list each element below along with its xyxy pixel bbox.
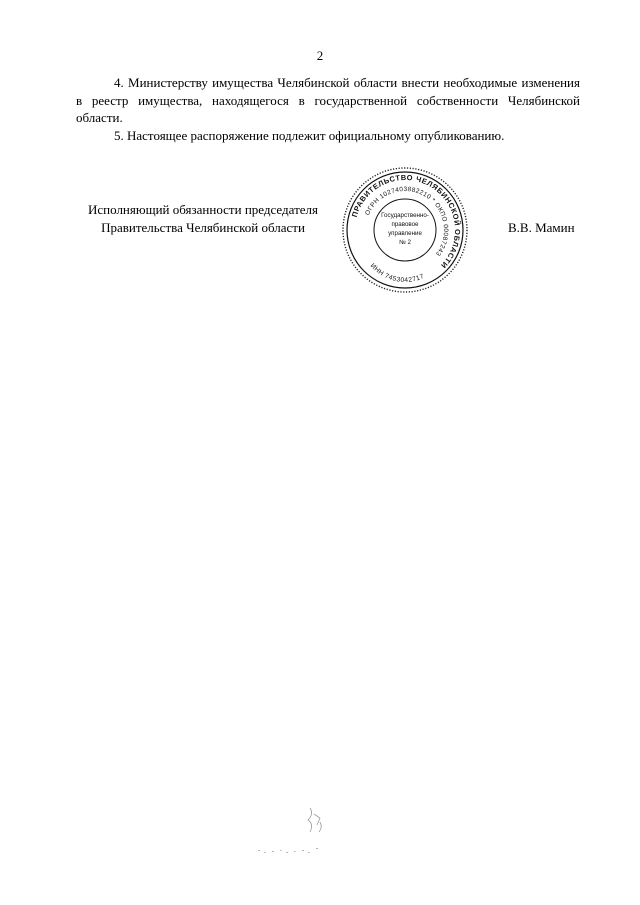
signer-position: [72, 201, 334, 236]
seal-icon: [340, 165, 470, 295]
paragraph-5: 5. Настоящее распоряжение подлежит официальному опубликованию.: [114, 127, 505, 143]
smudge-icon: [250, 800, 350, 860]
signer-position-line2: Правительства Челябинской области: [101, 219, 305, 235]
seal-center-line2: правовое: [391, 221, 419, 228]
signer-name: В.В. Мамин: [508, 220, 575, 235]
page-number: 2: [316, 48, 324, 63]
scan-artifact: [250, 800, 350, 860]
seal-center-line3: управление: [388, 230, 422, 237]
paragraph-4: 4. Министерству имущества Челябинской области внести необходимые изменения в реестр имущества, находящегося в государственной собственности Челябинской области.: [76, 75, 580, 125]
seal-center-line1: Государственно-: [381, 212, 429, 219]
seal-ogrn-text: ОГРН 1027403882210 * ОКПО 00087243: [364, 185, 450, 258]
official-seal: [340, 165, 470, 295]
seal-center-line4: № 2: [399, 239, 411, 246]
document-body: [76, 74, 580, 144]
seal-ring-top-text: ПРАВИТЕЛЬСТВО ЧЕЛЯБИНСКОЙ ОБЛАСТИ: [349, 172, 463, 271]
signer-position-line1: Исполняющий обязанности председателя: [88, 202, 318, 217]
seal-inn-text: ИНН 7453042717: [368, 262, 426, 285]
